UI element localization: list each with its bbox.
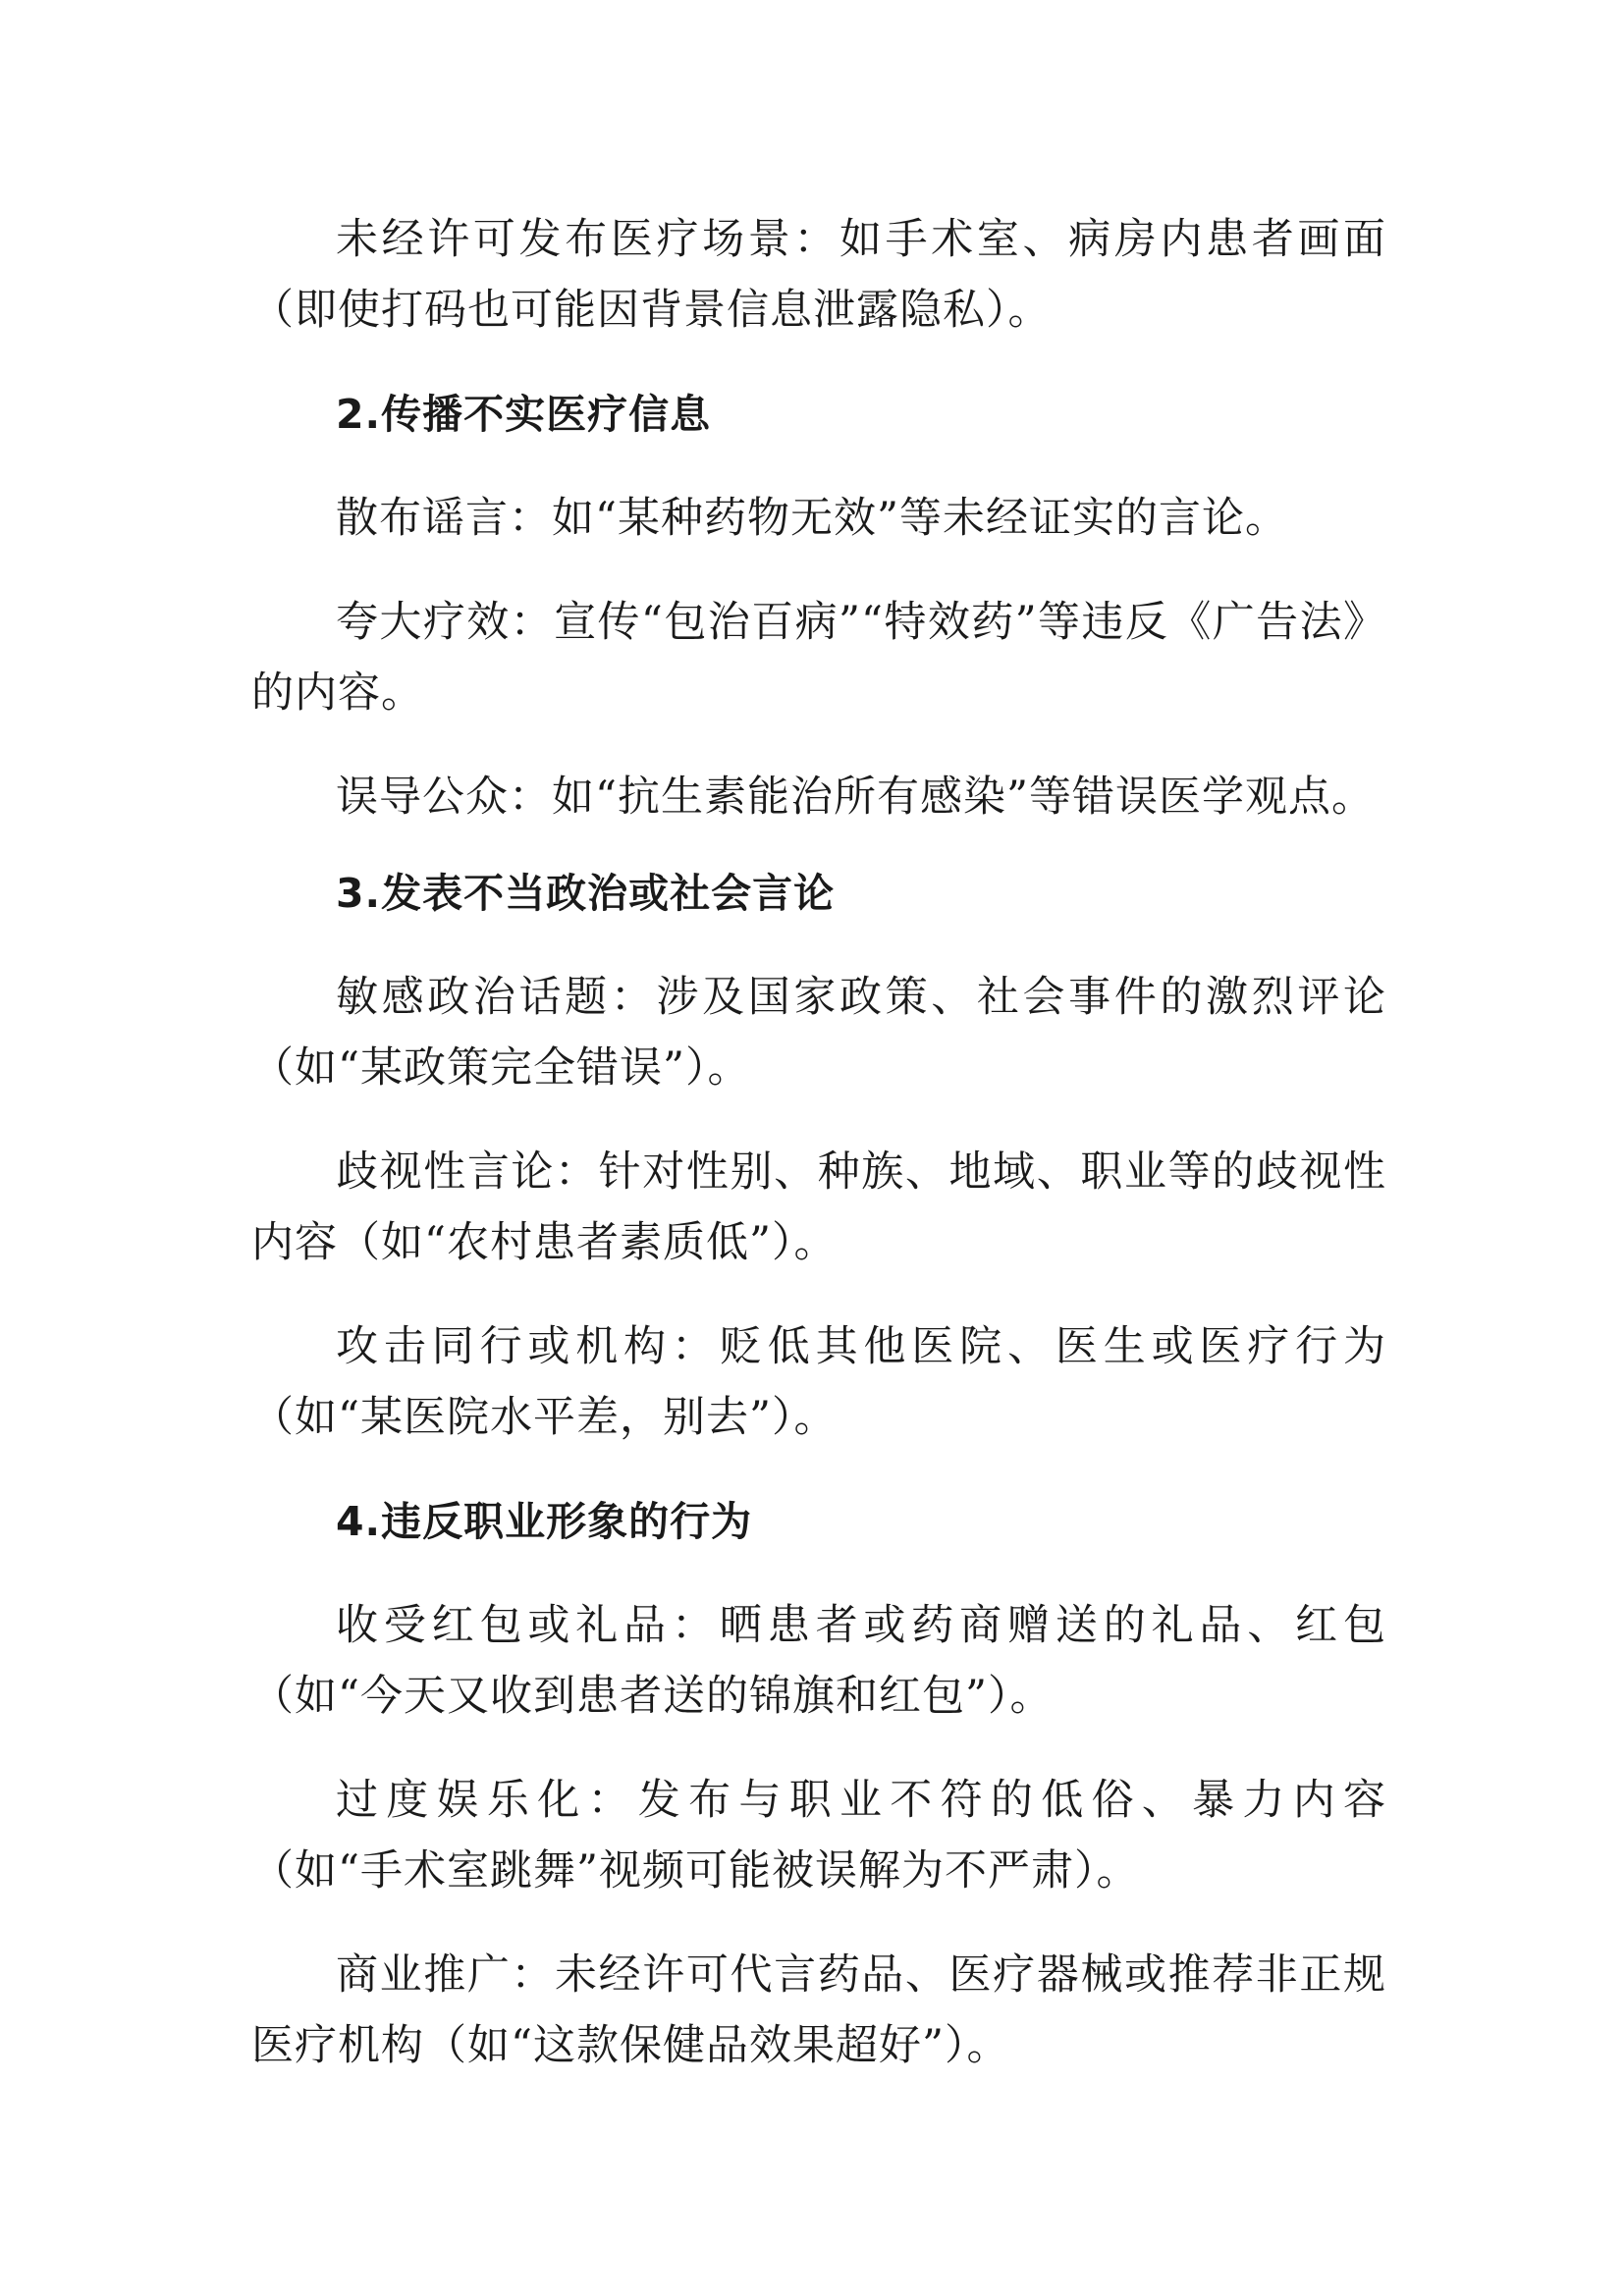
paragraph: 夸大疗效：宣传“包治百病”“特效药”等违反《广告法》的内容。: [251, 598, 1386, 718]
paragraph: 敏感政治话题：涉及国家政策、社会事件的激烈评论（如“某政策完全错误”）。: [251, 973, 1386, 1093]
section-heading: 4.违反职业形象的行为: [336, 1498, 753, 1545]
paragraph: 误导公众：如“抗生素能治所有感染”等错误医学观点。: [336, 773, 1375, 822]
paragraph: 未经许可发布医疗场景：如手术室、病房内患者画面（即使打码也可能因背景信息泄露隐私）。: [251, 215, 1386, 335]
paragraph: 歧视性言论：针对性别、种族、地域、职业等的歧视性内容（如“农村患者素质低”）。: [251, 1148, 1386, 1267]
section-heading: 3.发表不当政治或社会言论: [336, 870, 836, 917]
document-page: [251, 204, 1386, 2081]
paragraph: 散布谣言：如“某种药物无效”等未经证实的言论。: [336, 494, 1288, 543]
paragraph: 过度娱乐化：发布与职业不符的低俗、暴力内容（如“手术室跳舞”视频可能被误解为不严肃）。: [251, 1776, 1386, 1896]
paragraph: 商业推广：未经许可代言药品、医疗器械或推荐非正规医疗机构（如“这款保健品效果超好”）。: [251, 1950, 1386, 2070]
section-heading: 2.传播不实医疗信息: [336, 391, 712, 438]
paragraph: 攻击同行或机构：贬低其他医院、医生或医疗行为（如“某医院水平差，别去”）。: [251, 1322, 1386, 1442]
paragraph: 收受红包或礼品：晒患者或药商赠送的礼品、红包（如“今天又收到患者送的锦旗和红包”）。: [251, 1601, 1386, 1721]
